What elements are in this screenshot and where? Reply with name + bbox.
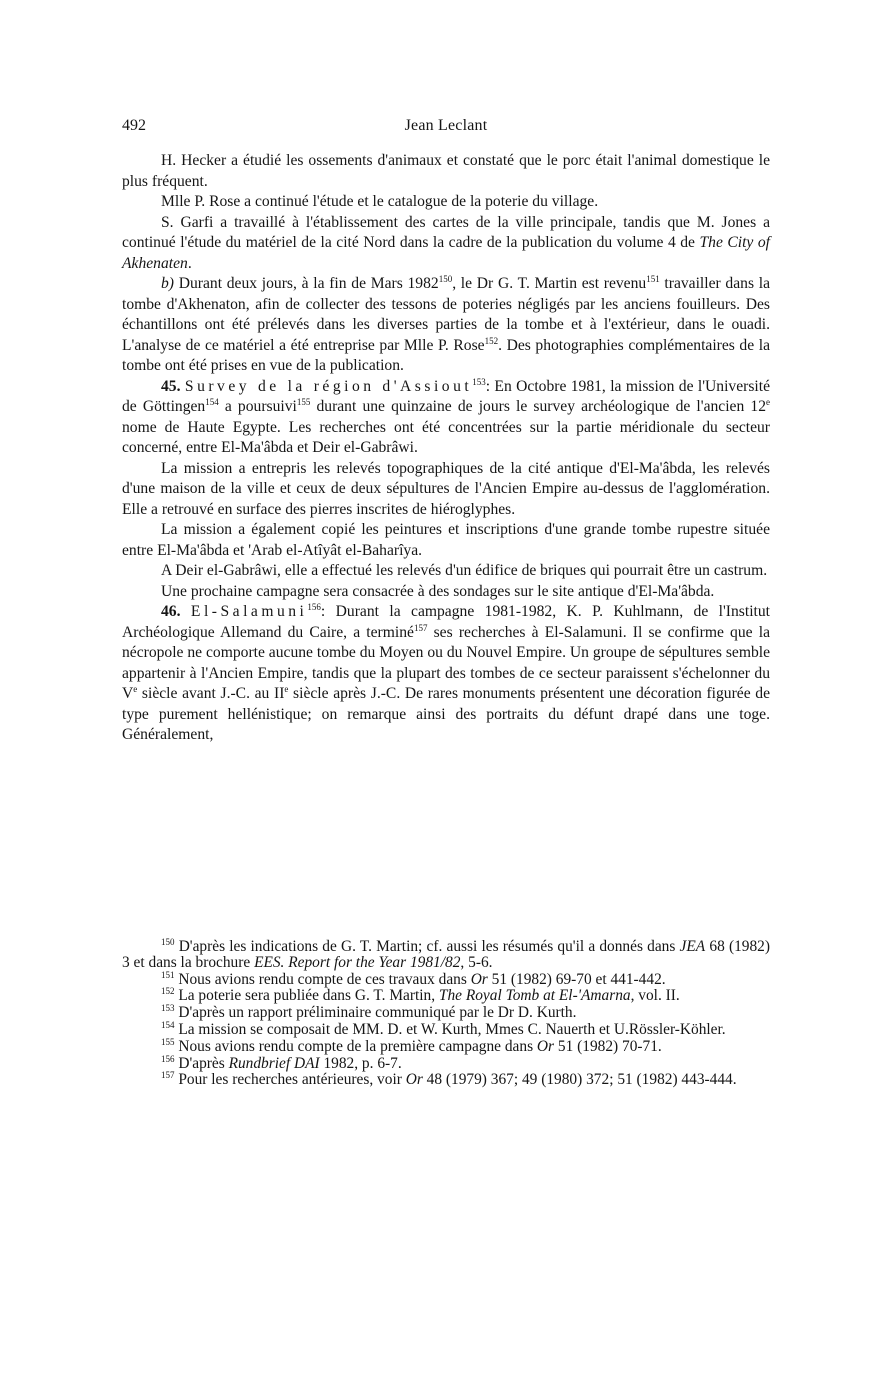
ordinal-suffix: e	[766, 397, 770, 407]
section-46: 46. El-Salamuni$^{156}$: Durant la campagne 1981-1982, K. P. Kuhlmann, de l'Institut Archéologique Allemand du Caire, a terminé$^{157}$ ses recherches à El-Salamuni. Il se confirme que la nécropole ne comporte aucune tombe du Moyen ou du Nouvel Empire. Un groupe de sépultures semble appartenir à l'Ancien Empire, tandis que la plupart des tombes de ce secteur paraissent s'échelonner du Ve siècle avant J.-C. au IIe siècle après J.-C. De rares monuments présentent une décoration figurée de type purement hellénistique; on remarque ainsi des portraits du défunt drapé dans une toge. Généralement,	[122, 602, 771, 743]
footnote-ref-152[interactable]: 152	[484, 335, 499, 346]
list-label: b)	[161, 275, 174, 292]
footnote-number: 155	[161, 1036, 175, 1047]
paragraph-next-campaign: Une prochaine campagne sera consacrée à des sondages sur le site antique d'El-Ma'âbda.	[161, 582, 715, 600]
section-heading: El-Salamuni	[190, 603, 308, 620]
footnote-153: $^{153}$ D'après un rapport préliminaire communiqué par le Dr D. Kurth.	[161, 1003, 577, 1022]
footnote-number: 150	[161, 937, 175, 947]
paragraph-hecker: H. Hecker a étudié les ossements d'animaux et constaté que le porc était l'animal domestique le plus fréquent.	[122, 152, 770, 190]
footnote-157: $^{157}$ Pour les recherches antérieures, voir Or 48 (1979) 367; 49 (1980) 372; 51 (1982) 443-444.	[161, 1070, 737, 1089]
footnote-ref-157[interactable]: 157	[413, 622, 428, 633]
book-title: The City of Akhenaten	[122, 234, 770, 272]
footnote-ref-154[interactable]: 154	[205, 397, 219, 407]
footnote-ref-150[interactable]: 150	[438, 274, 453, 284]
paragraph-garfi: S. Garfi a travaillé à l'établissement des cartes de la ville principale, tandis que M. Jones a continué l'étude du matériel de la cité Nord dans la cadre de la publication du volume 4 de The City of Akhenaten.	[122, 213, 770, 272]
section-heading: Survey de la région d'Assiout	[184, 377, 473, 395]
ordinal-suffix: e	[284, 684, 289, 694]
footnote-number: 152	[161, 986, 175, 997]
footnote-number: 153	[161, 1003, 175, 1014]
section-45: 45. Survey de la région d'Assiout$^{153}$: En Octobre 1981, la mission de l'Université de Göttingen$^{154}$ a poursuivi$^{155}$ durant une quinzaine de jours le survey archéologique de l'ancien 12e nome de Haute Egypte. Les recherches ont été concentrées sur la partie méridionale du secteur concerné, entre El-Ma'âbda et Deir el-Gabrâwi.	[122, 376, 770, 456]
footnote-151: $^{151}$ Nous avions rendu compte de ces travaux dans Or 51 (1982) 69-70 et 441-442.	[161, 969, 666, 988]
running-header	[122, 117, 770, 139]
footnote-number: 157	[161, 1070, 175, 1081]
paragraph-mission-topography: La mission a entrepris les relevés topographiques de la cité antique d'El-Ma'âbda, les relevés d'une maison de la ville et ceux de deux sépultures de l'Ancien Empire au-dessus de l'agglomération. Elle a retrouvé en surface des pierres inscrites de hiéroglyphes.	[122, 459, 770, 518]
body-text	[122, 151, 770, 746]
paragraph-rose: Mlle P. Rose a continué l'étude et le catalogue de la poterie du village.	[161, 193, 599, 210]
footnote-ref-151[interactable]: 151	[646, 274, 660, 284]
footnote-number: 151	[161, 969, 175, 980]
paragraph-deir-el-gabrawi: A Deir el-Gabrâwi, elle a effectué les relevés d'un édifice de briques qui pourrait être un castrum.	[161, 562, 768, 579]
running-title-author: Jean Leclant	[404, 117, 488, 134]
footnote-ref-153[interactable]: 153	[472, 376, 486, 387]
footnote-155: $^{155}$ Nous avions rendu compte de la première campagne dans Or 51 (1982) 70-71.	[161, 1036, 662, 1055]
section-number: 45.	[161, 377, 181, 395]
footnote-number: 156	[161, 1053, 175, 1064]
footnote-number: 154	[161, 1019, 175, 1030]
page-number: 492	[122, 117, 146, 134]
footnote-154: $^{154}$ La mission se composait de MM. D. et W. Kurth, Mmes C. Nauerth et U.Rössler-Köhler.	[161, 1019, 726, 1038]
footnote-150: $^{150}$ D'après les indications de G. T. Martin; cf. aussi les résumés qu'il a donnés dans JEA 68 (1982) 3 et dans la brochure EES. Report for the Year 1981/82, 5-6.	[122, 937, 770, 971]
footnote-ref-155[interactable]: 155	[296, 397, 311, 407]
section-number: 46.	[161, 603, 181, 620]
paragraph-martin: b) Durant deux jours, à la fin de Mars 1982$^{150}$, le Dr G. T. Martin est revenu$^{151}$ travailler dans la tombe d'Akhenaton, afin de collecter des tessons de poteries négligés par les anciens fouilleurs. Des échantillons ont été prélevés dans les diverses parties de la tombe et à l'extérieur, dans le ouadi. L'analyse de ce matériel a été entreprise par Mlle P. Rose$^{152}$. Des photographies complémentaires de la tombe ont été prises en vue de la publication.	[122, 274, 770, 374]
footnote-152: $^{152}$ La poterie sera publiée dans G. T. Martin, The Royal Tomb at El-'Amarna, vol. II.	[161, 986, 680, 1005]
footnote-ref-156[interactable]: 156	[307, 602, 321, 612]
paragraph-mission-paintings: La mission a également copié les peintures et inscriptions d'une grande tombe rupestre située entre El-Ma'âbda et 'Arab el-Atîyât el-Baharîya.	[122, 521, 770, 559]
footnote-156: $^{156}$ D'après Rundbrief DAI 1982, p. 6-7.	[161, 1053, 402, 1072]
ordinal-suffix: e	[133, 684, 138, 694]
footnotes	[122, 939, 770, 1089]
